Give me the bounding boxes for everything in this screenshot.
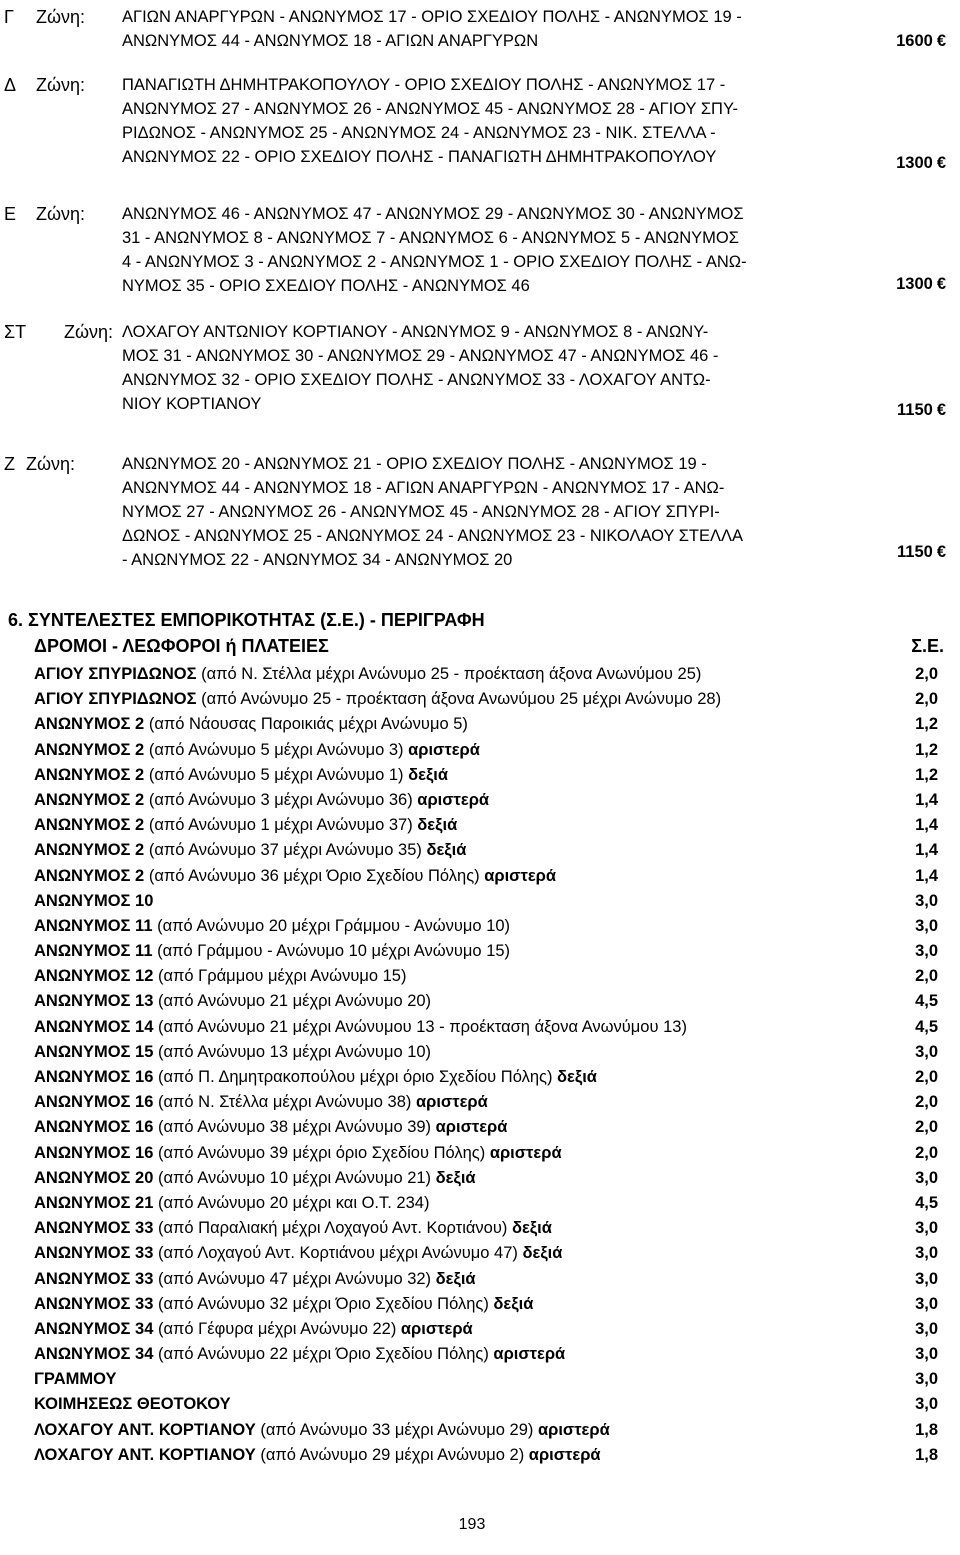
street-name: ΑΝΩΝΥΜΟΣ 33 (34, 1244, 154, 1263)
table-row (34, 864, 938, 889)
coefficient-value: 4,5 (915, 992, 938, 1011)
zone-street-line: ΠΑΝΑΓΙΩΤΗ ΔΗΜΗΤΡΑΚΟΠΟΥΛΟΥ - ΟΡΙΟ ΣΧΕΔΙΟΥ ΠΟΛΗΣ - ΑΝΩΝΥΜΟΣ 17 - (122, 76, 726, 94)
euro-icon: € (936, 543, 946, 561)
street-name: ΑΝΩΝΥΜΟΣ 16 (34, 1143, 154, 1162)
column-header-streets: ΔΡΟΜΟΙ - ΛΕΩΦΟΡΟΙ ή ΠΛΑΤΕΙΕΣ (34, 636, 329, 656)
street-side: αριστερά (484, 866, 557, 885)
street-side: αριστερά (415, 1093, 488, 1112)
table-row (34, 964, 938, 989)
zone-letter: Ζ (4, 454, 15, 474)
street-name: ΑΝΩΝΥΜΟΣ 13 (34, 992, 154, 1011)
table-row (34, 1040, 938, 1065)
zone-price-value: 1300 (896, 275, 933, 293)
zone-street-line: ΡΙΔΩΝΟΣ - ΑΝΩΝΥΜΟΣ 25 - ΑΝΩΝΥΜΟΣ 24 - ΑΝΩΝΥΜΟΣ 23 - ΝΙΚ. ΣΤΕΛΛΑ - (122, 124, 716, 142)
zone-street-line: ΝΥΜΟΣ 27 - ΑΝΩΝΥΜΟΣ 26 - ΑΝΩΝΥΜΟΣ 45 - ΑΝΩΝΥΜΟΣ 28 - ΑΓΙΟΥ ΣΠΥΡΙ- (122, 503, 720, 521)
table-row (34, 687, 938, 712)
street-side: δεξιά (493, 1294, 534, 1313)
zone-street-line: 31 - ΑΝΩΝΥΜΟΣ 8 - ΑΝΩΝΥΜΟΣ 7 - ΑΝΩΝΥΜΟΣ 6 - ΑΝΩΝΥΜΟΣ 5 - ΑΝΩΝΥΜΟΣ (122, 229, 739, 247)
street-description: (από Ανώνυμο 47 μέχρι Ανώνυμο 32) (153, 1269, 436, 1288)
coefficient-value: 2,0 (915, 665, 938, 683)
column-header-coefficient: Σ.Ε. (911, 636, 944, 656)
table-row (34, 889, 938, 914)
zone-price-value: 1150 (897, 401, 933, 419)
street-description: (από Ανώνυμο 22 μέχρι Όριο Σχεδίου Πόλης) (153, 1345, 494, 1364)
street-side: δεξιά (435, 1269, 476, 1288)
coefficient-value: 2,0 (915, 1118, 938, 1137)
zone-letter: ΣΤ (4, 322, 27, 342)
street-name: ΑΓΙΟΥ ΣΠΥΡΙΔΩΝΟΣ (34, 690, 197, 709)
street-name: ΑΝΩΝΥΜΟΣ 15 (34, 1042, 154, 1061)
street-side: αριστερά (435, 1118, 508, 1137)
coefficient-value: 1,2 (915, 715, 938, 734)
street-name: ΑΝΩΝΥΜΟΣ 16 (34, 1118, 154, 1137)
table-row (34, 1241, 938, 1266)
zone-street-line: ΑΝΩΝΥΜΟΣ 20 - ΑΝΩΝΥΜΟΣ 21 - ΟΡΙΟ ΣΧΕΔΙΟΥ ΠΟΛΗΣ - ΑΝΩΝΥΜΟΣ 19 - (122, 455, 707, 473)
street-side: αριστερά (417, 790, 490, 809)
street-description: (από Ανώνυμο 29 μέχρι Ανώνυμο 2) (255, 1445, 529, 1464)
coefficient-value: 1,4 (915, 866, 938, 885)
coefficient-value: 3,0 (915, 1244, 938, 1263)
zone-street-line: ΝΥΜΟΣ 35 - ΟΡΙΟ ΣΧΕΔΙΟΥ ΠΟΛΗΣ - ΑΝΩΝΥΜΟΣ 46 (122, 277, 530, 295)
street-description: (από Νάουσας Παροικιάς μέχρι Ανώνυμο 5) (144, 715, 468, 734)
table-row (34, 1216, 938, 1241)
euro-icon: € (936, 401, 946, 419)
street-description: (από Ανώνυμο 1 μέχρι Ανώνυμο 37) (144, 816, 418, 835)
zone-price-value: 1300 (896, 154, 933, 172)
zone-price (896, 151, 946, 175)
street-description: (από Γέφυρα μέχρι Ανώνυμο 22) (153, 1319, 401, 1338)
zone-label: Ζώνη: (36, 75, 86, 95)
street-description: (από Ανώνυμο 3 μέχρι Ανώνυμο 36) (144, 790, 418, 809)
street-side: αριστερά (528, 1445, 601, 1464)
table-row (34, 1342, 938, 1367)
coefficient-value: 3,0 (915, 1319, 938, 1338)
table-header (34, 634, 944, 658)
street-name: ΚΟΙΜΗΣΕΩΣ ΘΕΟΤΟΚΟΥ (34, 1395, 231, 1414)
coefficient-value: 1,2 (915, 765, 938, 784)
coefficient-value: 2,0 (915, 1143, 938, 1162)
table-row (34, 1166, 938, 1191)
street-name: ΓΡΑΜΜΟΥ (34, 1370, 117, 1389)
coefficient-value: 3,0 (915, 1370, 938, 1389)
table-row (34, 989, 938, 1014)
zone-price (896, 29, 946, 53)
zone-street-line: ΜΟΣ 31 - ΑΝΩΝΥΜΟΣ 30 - ΑΝΩΝΥΜΟΣ 29 - ΑΝΩΝΥΜΟΣ 47 - ΑΝΩΝΥΜΟΣ 46 - (122, 347, 719, 365)
zone-street-line: ΑΝΩΝΥΜΟΣ 46 - ΑΝΩΝΥΜΟΣ 47 - ΑΝΩΝΥΜΟΣ 29 - ΑΝΩΝΥΜΟΣ 30 - ΑΝΩΝΥΜΟΣ (122, 205, 744, 223)
street-name: ΑΝΩΝΥΜΟΣ 2 (34, 866, 145, 885)
zone-streets (122, 73, 847, 169)
coefficient-value: 1,8 (915, 1420, 938, 1439)
street-name: ΑΝΩΝΥΜΟΣ 2 (34, 765, 145, 784)
street-description: (από Ανώνυμο 25 - προέκταση άξονα Ανωνύμου 25 μέχρι Ανώνυμο 28) (196, 690, 722, 709)
street-side: δεξιά (511, 1219, 552, 1238)
coefficient-value: 1,4 (915, 841, 938, 860)
street-description: (από Ν. Στέλλα μέχρι Ανώνυμο 25 - προέκταση άξονα Ανωνύμου 25) (196, 665, 702, 683)
table-row (34, 1065, 938, 1090)
street-name: ΑΝΩΝΥΜΟΣ 16 (34, 1068, 154, 1086)
street-description: (από Ανώνυμο 20 μέχρι Γράμμου - Ανώνυμο 10) (152, 916, 511, 935)
zone-price-value: 1150 (897, 543, 933, 561)
street-name: ΑΝΩΝΥΜΟΣ 20 (34, 1168, 154, 1187)
table-row (34, 914, 938, 939)
zone-street-line: ΑΝΩΝΥΜΟΣ 22 - ΟΡΙΟ ΣΧΕΔΙΟΥ ΠΟΛΗΣ - ΠΑΝΑΓΙΩΤΗ ΔΗΜΗΤΡΑΚΟΠΟΥΛΟΥ (122, 148, 717, 166)
coefficient-value: 1,4 (915, 790, 938, 809)
street-description: (από Ανώνυμο 5 μέχρι Ανώνυμο 1) (144, 765, 409, 784)
zone-street-line: ΑΝΩΝΥΜΟΣ 27 - ΑΝΩΝΥΜΟΣ 26 - ΑΝΩΝΥΜΟΣ 45 - ΑΝΩΝΥΜΟΣ 28 - ΑΓΙΟΥ ΣΠΥ- (122, 100, 738, 118)
zone-price (897, 540, 946, 564)
coefficient-value: 2,0 (915, 690, 938, 709)
table-row (34, 838, 938, 863)
street-side: αριστερά (489, 1143, 562, 1162)
coefficient-value: 3,0 (915, 1219, 938, 1238)
zone-label: Ζώνη: (64, 322, 114, 342)
street-description: (από Ανώνυμο 39 μέχρι όριο Σχεδίου Πόλης) (153, 1143, 490, 1162)
zone-price (897, 398, 946, 422)
page-number: 193 (458, 1516, 486, 1533)
street-name: ΑΝΩΝΥΜΟΣ 33 (34, 1294, 154, 1313)
table-row (34, 1191, 938, 1216)
euro-icon: € (936, 32, 946, 50)
street-description: (από Ανώνυμο 32 μέχρι Όριο Σχεδίου Πόλης) (153, 1294, 494, 1313)
coefficient-value: 3,0 (915, 1269, 938, 1288)
street-name: ΑΝΩΝΥΜΟΣ 34 (34, 1319, 154, 1338)
coefficient-value: 3,0 (915, 1395, 938, 1414)
street-description: (από Ανώνυμο 10 μέχρι Ανώνυμο 21) (153, 1168, 436, 1187)
zone-street-line: ΝΙΟΥ ΚΟΡΤΙΑΝΟΥ (122, 395, 262, 413)
coefficient-value: 4,5 (915, 1193, 938, 1212)
street-name: ΑΝΩΝΥΜΟΣ 11 (34, 916, 153, 935)
zone-street-line: ΛΟΧΑΓΟΥ ΑΝΤΩΝΙΟΥ ΚΟΡΤΙΑΝΟΥ - ΑΝΩΝΥΜΟΣ 9 - ΑΝΩΝΥΜΟΣ 8 - ΑΝΩΝΥ- (122, 323, 709, 341)
street-name: ΑΝΩΝΥΜΟΣ 34 (34, 1345, 154, 1364)
zone-street-line: ΑΓΙΩΝ ΑΝΑΡΓΥΡΩΝ - ΑΝΩΝΥΜΟΣ 17 - ΟΡΙΟ ΣΧΕΔΙΟΥ ΠΟΛΗΣ - ΑΝΩΝΥΜΟΣ 19 - (122, 8, 742, 26)
street-description: (από Ανώνυμο 20 μέχρι και Ο.Τ. 234) (153, 1193, 430, 1212)
street-name: ΑΝΩΝΥΜΟΣ 2 (34, 841, 145, 860)
zone-label: Ζώνη: (36, 204, 86, 224)
street-side: δεξιά (557, 1068, 597, 1086)
zone-streets (122, 320, 847, 416)
table-row (34, 1141, 938, 1166)
street-description: (από Γράμμου - Ανώνυμο 10 μέχρι Ανώνυμο 15) (152, 942, 511, 961)
coefficient-value: 3,0 (915, 1345, 938, 1364)
street-description: (από Παραλιακή μέχρι Λοχαγού Αντ. Κορτιάνου) (153, 1219, 512, 1238)
table-row (34, 1292, 938, 1317)
table-row (34, 788, 938, 813)
street-side: δεξιά (426, 841, 467, 860)
street-name: ΑΝΩΝΥΜΟΣ 2 (34, 740, 145, 759)
street-name: ΑΓΙΟΥ ΣΠΥΡΙΔΩΝΟΣ (34, 665, 197, 683)
street-name: ΑΝΩΝΥΜΟΣ 2 (34, 790, 145, 809)
zone-letter: Δ (4, 75, 17, 95)
table-row (34, 1418, 938, 1443)
street-name: ΑΝΩΝΥΜΟΣ 11 (34, 942, 153, 961)
street-description: (από Ανώνυμο 36 μέχρι Όριο Σχεδίου Πόλης) (144, 866, 485, 885)
street-name: ΛΟΧΑΓΟΥ ΑΝΤ. ΚΟΡΤΙΑΝΟΥ (34, 1420, 256, 1439)
table-row (34, 1015, 938, 1040)
coefficient-value: 4,5 (915, 1017, 938, 1036)
coefficient-value: 1,2 (915, 740, 938, 759)
coefficient-value: 2,0 (915, 967, 938, 986)
street-name: ΑΝΩΝΥΜΟΣ 16 (34, 1093, 154, 1112)
table-row (34, 1367, 938, 1392)
street-description: (από Π. Δημητρακοπούλου μέχρι όριο Σχεδίου Πόλης) (153, 1068, 558, 1086)
section-title: 6. ΣΥΝΤΕΛΕΣΤΕΣ ΕΜΠΟΡΙΚΟΤΗΤΑΣ (Σ.Ε.) - ΠΕΡΙΓΡΑΦΗ (8, 610, 485, 630)
table-row (34, 1267, 938, 1292)
table-row (34, 1392, 938, 1417)
street-name: ΑΝΩΝΥΜΟΣ 12 (34, 967, 154, 986)
street-side: δεξιά (435, 1168, 476, 1187)
table-row (34, 1317, 938, 1342)
street-name: ΑΝΩΝΥΜΟΣ 14 (34, 1017, 154, 1036)
zone-streets (122, 5, 847, 53)
table-row (34, 1090, 938, 1115)
zone-street-line: ΔΩΝΟΣ - ΑΝΩΝΥΜΟΣ 25 - ΑΝΩΝΥΜΟΣ 24 - ΑΝΩΝΥΜΟΣ 23 - ΝΙΚΟΛΑΟΥ ΣΤΕΛΛΑ (122, 527, 744, 545)
street-description: (από Λοχαγού Αντ. Κορτιάνου μέχρι Ανώνυμο 47) (153, 1244, 523, 1263)
coefficient-value: 2,0 (915, 1093, 938, 1112)
table-row (34, 662, 938, 687)
street-description: (από Ν. Στέλλα μέχρι Ανώνυμο 38) (153, 1093, 416, 1112)
coefficient-value: 3,0 (915, 1294, 938, 1313)
street-description: (από Ανώνυμο 38 μέχρι Ανώνυμο 39) (153, 1118, 436, 1137)
street-name: ΛΟΧΑΓΟΥ ΑΝΤ. ΚΟΡΤΙΑΝΟΥ (34, 1445, 256, 1464)
street-side: αριστερά (400, 1319, 473, 1338)
table-row (34, 1443, 938, 1468)
table-row (34, 939, 938, 964)
zone-streets (122, 452, 847, 572)
coefficient-value: 3,0 (915, 916, 938, 935)
zone-streets (122, 202, 847, 298)
zone-street-line: 4 - ΑΝΩΝΥΜΟΣ 3 - ΑΝΩΝΥΜΟΣ 2 - ΑΝΩΝΥΜΟΣ 1 - ΟΡΙΟ ΣΧΕΔΙΟΥ ΠΟΛΗΣ - ΑΝΩ- (122, 253, 747, 271)
coefficient-value: 1,4 (915, 816, 938, 835)
coefficient-table (34, 662, 938, 1468)
street-side: δεξιά (522, 1244, 563, 1263)
zone-label: Ζώνη: (36, 7, 86, 27)
street-description: (από Ανώνυμο 5 μέχρι Ανώνυμο 3) (144, 740, 409, 759)
coefficient-value: 3,0 (915, 1168, 938, 1187)
street-description: (από Ανώνυμο 33 μέχρι Ανώνυμο 29) (255, 1420, 538, 1439)
table-row (34, 738, 938, 763)
street-description: (από Γράμμου μέχρι Ανώνυμο 15) (153, 967, 407, 986)
coefficient-value: 2,0 (915, 1068, 938, 1086)
zone-street-line: ΑΝΩΝΥΜΟΣ 44 - ΑΝΩΝΥΜΟΣ 18 - ΑΓΙΩΝ ΑΝΑΡΓΥΡΩΝ (122, 32, 539, 50)
street-name: ΑΝΩΝΥΜΟΣ 2 (34, 816, 145, 835)
zone-street-line: ΑΝΩΝΥΜΟΣ 32 - ΟΡΙΟ ΣΧΕΔΙΟΥ ΠΟΛΗΣ - ΑΝΩΝΥΜΟΣ 33 - ΛΟΧΑΓΟΥ ΑΝΤΩ- (122, 371, 711, 389)
street-side: αριστερά (493, 1345, 566, 1364)
coefficient-value: 3,0 (915, 942, 938, 961)
table-row (34, 763, 938, 788)
street-description: (από Ανώνυμο 13 μέχρι Ανώνυμο 10) (153, 1042, 432, 1061)
euro-icon: € (936, 275, 946, 293)
street-side: δεξιά (417, 816, 458, 835)
street-name: ΑΝΩΝΥΜΟΣ 2 (34, 715, 145, 734)
coefficient-value: 3,0 (915, 1042, 938, 1061)
zone-street-line: ΑΝΩΝΥΜΟΣ 44 - ΑΝΩΝΥΜΟΣ 18 - ΑΓΙΩΝ ΑΝΑΡΓΥΡΩΝ - ΑΝΩΝΥΜΟΣ 17 - ΑΝΩ- (122, 479, 725, 497)
street-description: (από Ανώνυμο 37 μέχρι Ανώνυμο 35) (144, 841, 427, 860)
street-name: ΑΝΩΝΥΜΟΣ 33 (34, 1269, 154, 1288)
street-description: (από Ανώνυμο 21 μέχρι Ανώνυμου 13 - προέκταση άξονα Ανωνύμου 13) (153, 1017, 687, 1036)
zone-letter: Ε (4, 204, 17, 224)
euro-icon: € (936, 154, 946, 172)
street-name: ΑΝΩΝΥΜΟΣ 33 (34, 1219, 154, 1238)
table-row (34, 813, 938, 838)
zone-price (896, 272, 946, 296)
street-side: αριστερά (408, 740, 480, 759)
zone-price-value: 1600 (896, 32, 933, 50)
street-side: αριστερά (537, 1420, 610, 1439)
street-description: (από Ανώνυμο 21 μέχρι Ανώνυμο 20) (153, 992, 432, 1011)
street-side: δεξιά (408, 765, 449, 784)
coefficient-value: 1,8 (915, 1445, 938, 1464)
zone-letter: Γ (4, 7, 14, 27)
zone-street-line: - ΑΝΩΝΥΜΟΣ 22 - ΑΝΩΝΥΜΟΣ 34 - ΑΝΩΝΥΜΟΣ 20 (122, 551, 513, 569)
street-name: ΑΝΩΝΥΜΟΣ 10 (34, 891, 154, 910)
table-row (34, 712, 938, 737)
table-row (34, 1115, 938, 1140)
zone-label: Ζώνη: (26, 454, 76, 474)
coefficient-value: 3,0 (915, 891, 938, 910)
street-name: ΑΝΩΝΥΜΟΣ 21 (34, 1193, 154, 1212)
